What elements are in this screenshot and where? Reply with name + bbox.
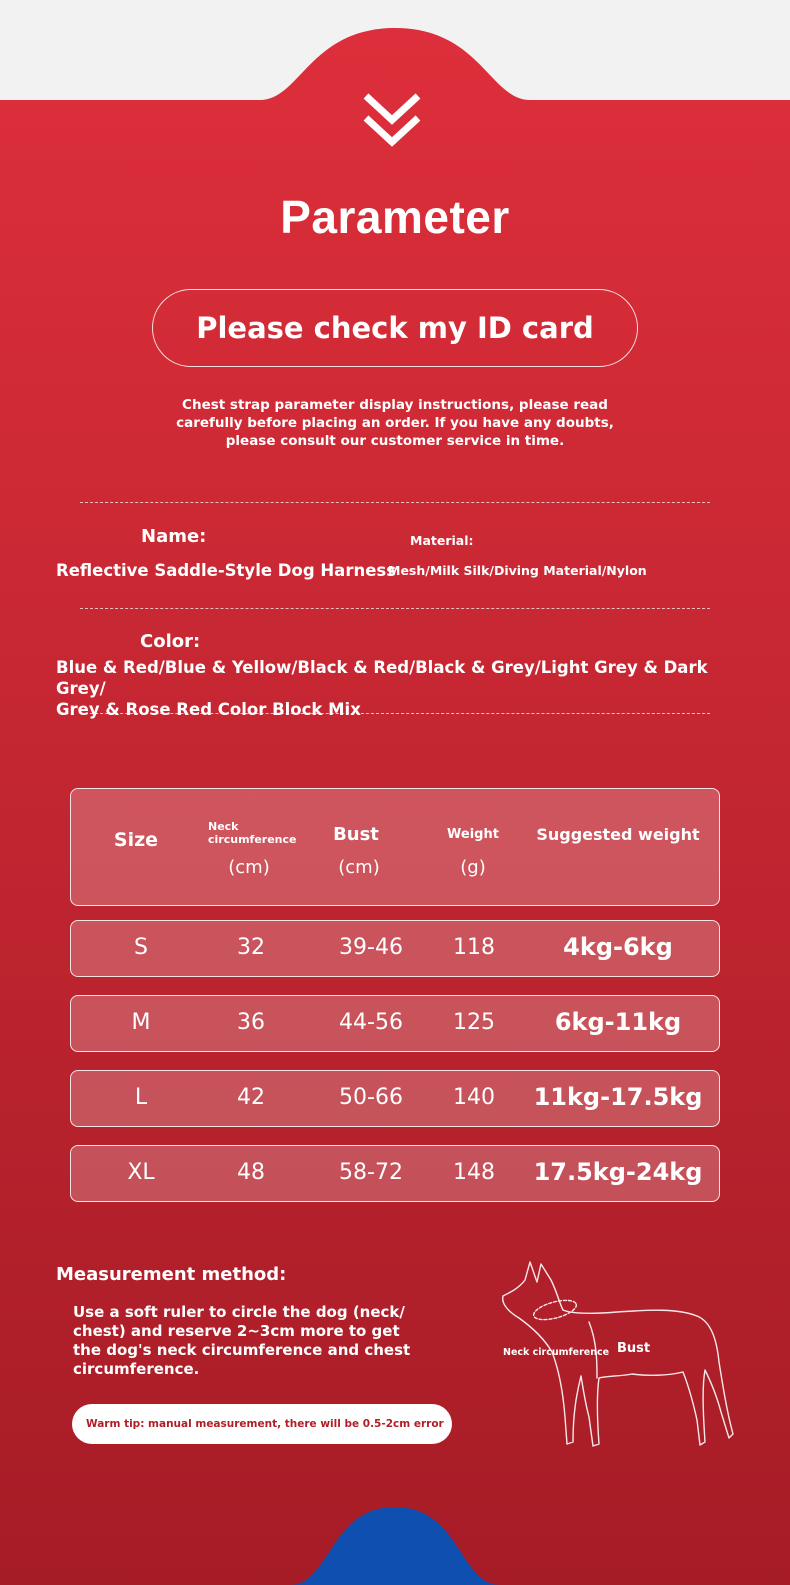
double-chevron-down-icon [360,92,424,148]
row-neck: 42 [237,1085,265,1110]
header-neck-line: circumference [208,833,297,846]
row-neck: 36 [237,1010,265,1035]
color-line: Grey & Rose Red Color Block Mix [56,700,361,719]
header-suggested-weight: Suggested weight [536,825,700,844]
measurement-line: the dog's neck circumference and chest [73,1341,411,1359]
row-neck: 48 [237,1160,265,1185]
warm-tip-text: Warm tip: manual measurement, there will be 0.5-2cm error [86,1418,444,1430]
row-size: L [134,1085,148,1110]
warm-tip [72,1404,452,1444]
color-value [56,657,736,720]
intro-line: carefully before placing an order. If you have any doubts, [176,415,614,431]
measurement-instructions [73,1303,413,1379]
measurement-line: circumference. [73,1360,200,1378]
row-weight: 140 [453,1085,495,1110]
row-size: XL [127,1160,155,1185]
id-card-pill [152,289,638,367]
name-value: Reflective Saddle-Style Dog Harness [56,561,397,580]
row-weight: 118 [453,935,495,960]
row-weight: 148 [453,1160,495,1185]
intro-text [140,396,650,450]
header-neck-line: Neck [208,820,239,833]
divider [80,608,710,609]
header-bust: Bust [333,824,379,845]
row-suggested-weight: 11kg-17.5kg [533,1083,703,1111]
header-weight: Weight [447,827,499,842]
diagram-bust-label: Bust [617,1341,651,1356]
row-size: M [131,1010,151,1035]
name-label: Name: [141,526,207,547]
header-weight-unit: (g) [460,857,486,878]
row-size: S [134,935,148,960]
size-table-header [70,788,720,906]
row-suggested-weight: 4kg-6kg [563,933,673,961]
color-line: Blue & Red/Blue & Yellow/Black & Red/Black & Grey/Light Grey & Dark Grey/ [56,658,708,698]
row-bust: 50-66 [339,1085,403,1110]
material-label: Material: [410,533,474,548]
row-suggested-weight: 17.5kg-24kg [533,1158,703,1186]
material-value: Mesh/Milk Silk/Diving Material/Nylon [388,563,647,578]
intro-line: Chest strap parameter display instructions, please read [182,397,608,413]
diagram-neck-label: Neck circumference [503,1347,610,1358]
divider [80,502,710,503]
header-neck [208,820,308,846]
row-neck: 32 [237,935,265,960]
row-bust: 39-46 [339,935,403,960]
header-bust-unit: (cm) [338,857,380,878]
header-size: Size [113,829,159,851]
table-row [70,995,720,1052]
page-title: Parameter [280,191,510,243]
intro-line: please consult our customer service in time. [225,433,565,449]
divider [80,713,710,714]
row-suggested-weight: 6kg-11kg [554,1008,682,1036]
row-bust: 58-72 [339,1160,403,1185]
row-weight: 125 [453,1010,495,1035]
table-row [70,920,720,977]
color-label: Color: [140,631,201,652]
table-row [70,1070,720,1127]
row-bust: 44-56 [339,1010,403,1035]
table-row [70,1145,720,1202]
measurement-label: Measurement method: [56,1264,287,1285]
measurement-line: Use a soft ruler to circle the dog (neck/ [73,1303,405,1321]
pill-text: Please check my ID card [196,311,594,345]
header-neck-unit: (cm) [228,857,270,878]
measurement-line: chest) and reserve 2~3cm more to get [73,1322,400,1340]
dog-outline-icon [497,1252,747,1477]
